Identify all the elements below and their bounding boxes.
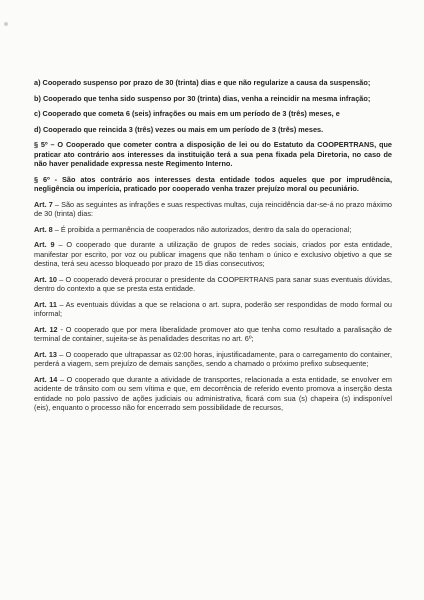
- article-label: Art. 11: [34, 299, 57, 309]
- article-label: Art. 14: [34, 374, 58, 384]
- paragraph-text: – São as seguintes as infrações e suas respectivas multas, cuja reincidência dar-se-á no prazo máximo de 30 (trinta) dias:: [34, 199, 393, 219]
- paragraph-text: § 5º – O Cooperado que cometer contra a disposição de lei ou do Estatuto da COOPERTRANS, que praticar ato contrário aos interesses da instituição terá a sua pena fixada pela Diretoria, no caso de não haver penalidade expressa neste Regimento Interno.: [34, 140, 392, 169]
- paragraph-text: – O cooperado que durante a atividade de transportes, relacionada a esta entidade, se envolver em acidente de trânsito com ou sem vítima e que, em decorrência de referido evento promova a inserção desta entidade no polo passivo de ações judiciais ou administrativa, ficará com sua (s) chapeira (s) indisponível (eis), enquanto o processo não for encerrado sem possibilidade de recursos,: [34, 374, 393, 412]
- article-label: Art. 8: [34, 224, 53, 234]
- article-9: [34, 240, 392, 268]
- paragraph-text: b) Cooperado que tenha sido suspenso por 30 (trinta) dias, venha a reincidir na mesma infração;: [34, 93, 371, 103]
- article-7: [34, 200, 392, 219]
- article-label: Art. 9: [34, 240, 55, 250]
- paragraph-text: - O cooperado que por mera liberalidade promover ato que tenha como resultado a paralisação de terminal de container, sujeita-se às penalidades descritas no art. 6º;: [34, 324, 392, 344]
- article-8: [34, 225, 392, 234]
- article-label: Art. 12: [34, 324, 58, 334]
- article-label: Art. 10: [34, 274, 57, 284]
- clause-paragraph: [34, 140, 392, 168]
- paragraph-text: § 6º - São atos contrário aos interesses desta entidade todos aqueles que por imprudência, negligência ou imperícia, praticado por cooperado venha trazer prejuízo moral ou pecuniário.: [34, 174, 392, 194]
- clause-paragraph: [34, 94, 392, 103]
- clause-paragraph: [34, 109, 392, 118]
- article-label: Art. 7: [34, 199, 53, 209]
- paragraph-text: – O cooperado que durante a utilização de grupos de redes sociais, criados por esta entidade, manifestar por escrito, por voz ou publicar imagens que não tenham o único e exclusivo objetivo a que se destina, terá seu acesso bloqueado por prazo de 15 dias consecutivos;: [34, 240, 392, 269]
- document-page: [34, 78, 392, 419]
- paragraph-text: a) Cooperado suspenso por prazo de 30 (trinta) dias e que não regularize a causa da suspensão;: [34, 78, 371, 87]
- article-13: [34, 350, 392, 369]
- article-label: Art. 13: [34, 349, 57, 359]
- paragraph-text: – É proibida a permanência de cooperados não autorizados, dentro da sala do operacional;: [52, 224, 352, 234]
- clause-paragraph: [34, 175, 392, 194]
- paragraph-text: – As eventuais dúvidas a que se relaciona o art. supra, poderão ser respondidas de modo formal ou informal;: [34, 299, 392, 319]
- paragraph-text: c) Cooperado que cometa 6 (seis) infrações ou mais em um período de 3 (três) meses, e: [34, 109, 340, 119]
- paragraph-text: – O cooperado deverá procurar o presidente da COOPERTRANS para sanar suas eventuais dúvidas, dentro do contexto a que se presta esta entidade.: [34, 274, 392, 294]
- clause-paragraph: [34, 78, 392, 87]
- paragraph-text: d) Cooperado que reincida 3 (três) vezes ou mais em um período de 3 (três) meses.: [34, 124, 324, 134]
- clause-paragraph: [34, 125, 392, 134]
- paragraph-text: – O cooperado que ultrapassar as 02:00 horas, injustificadamente, para o carregamento do container, perderá a viagem, sem prejuízo de demais sanções, sendo a chamado o próximo prefixo subsequente;: [34, 349, 392, 369]
- article-10: [34, 275, 392, 294]
- scan-dot: [4, 22, 8, 26]
- article-12: [34, 325, 392, 344]
- article-11: [34, 300, 392, 319]
- article-14: [34, 375, 392, 413]
